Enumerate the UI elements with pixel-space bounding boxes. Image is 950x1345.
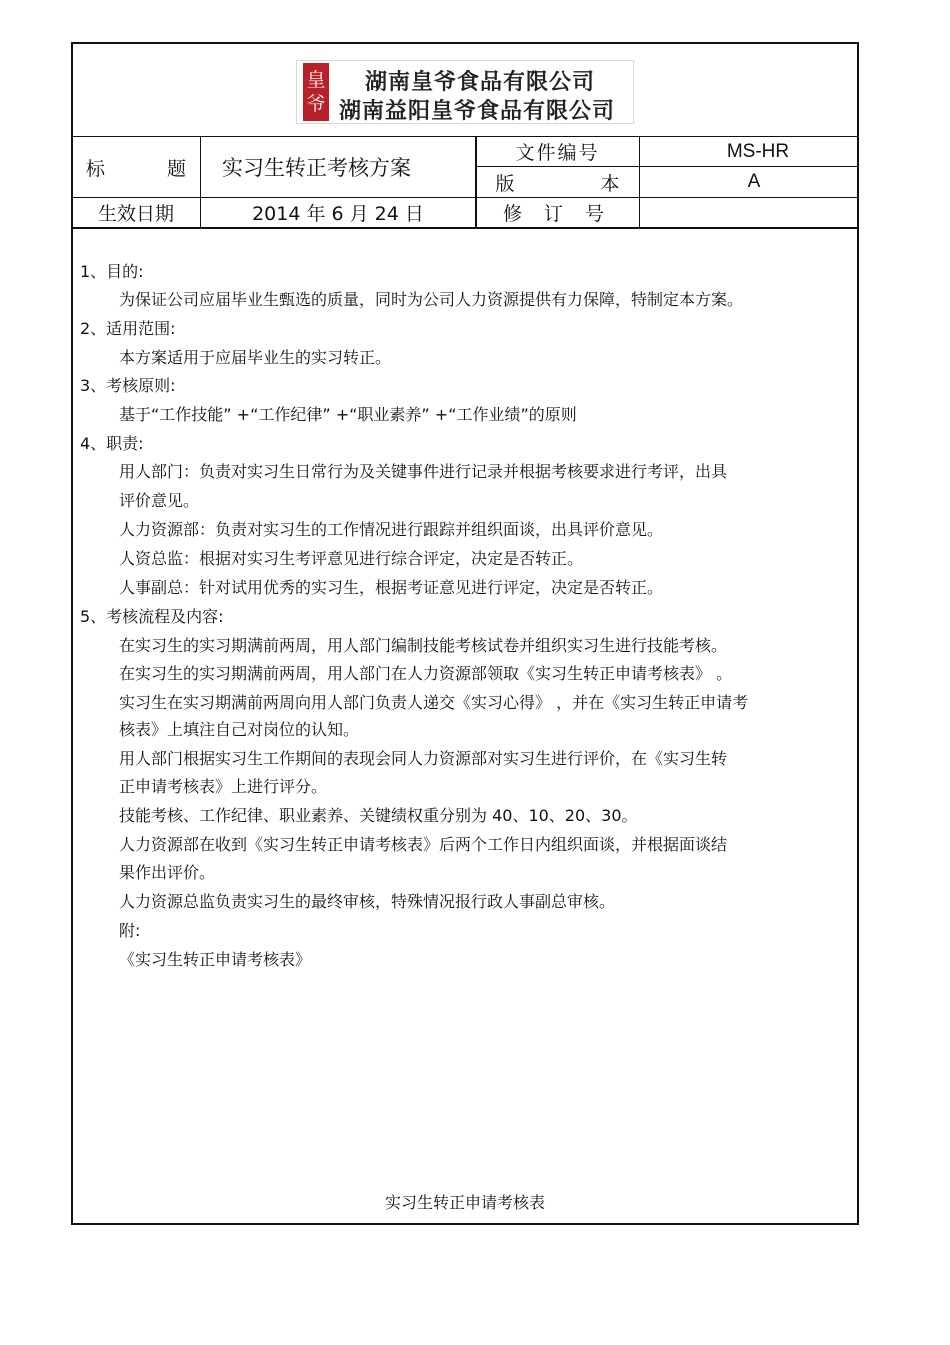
section-4-line: 人力资源部：负责对实习生的工作情况进行跟踪并组织面谈，出具评价意见。	[119, 520, 664, 539]
logo-seal	[303, 63, 329, 121]
revision-label: 修 订 号	[502, 203, 613, 225]
section-4-line: 人资总监：根据对实习生考评意见进行综合评定，决定是否转正。	[119, 549, 584, 568]
section-5-heading: 5、考核流程及内容:	[80, 607, 224, 626]
logo-seal-char-2: 爷	[306, 93, 326, 115]
section-5-line: 在实习生的实习期满前两周，用人部门在人力资源部领取《实习生转正申请考核表》 。	[119, 664, 733, 683]
section-1-heading: 1、目的:	[80, 262, 144, 281]
attachment-reference: 《实习生转正申请考核表》	[119, 950, 312, 969]
section-2-text: 本方案适用于应届毕业生的实习转正。	[119, 348, 392, 367]
section-5-line: 正申请考核表》上进行评分。	[119, 777, 328, 796]
section-4-line: 人事副总：针对试用优秀的实习生，根据考证意见进行评定，决定是否转正。	[119, 578, 664, 597]
doc-no-label: 文件编号	[515, 142, 600, 164]
table-line	[72, 227, 858, 229]
section-5-line: 附:	[119, 921, 141, 940]
section-5-line: 果作出评价。	[119, 863, 216, 882]
logo-seal-char-1: 皇	[306, 69, 326, 91]
section-5-line: 在实习生的实习期满前两周，用人部门编制技能考核试卷并组织实习生进行技能考核。	[119, 636, 728, 655]
section-1-text: 为保证公司应届毕业生甄选的质量，同时为公司人力资源提供有力保障，特制定本方案。	[119, 290, 744, 309]
company-name-1: 湖南皇爷食品有限公司	[365, 70, 596, 95]
section-4-heading: 4、职责:	[80, 434, 144, 453]
section-5-line: 技能考核、工作纪律、职业素养、关键绩权重分别为 40、10、20、30。	[119, 806, 638, 825]
revision-value	[640, 198, 858, 227]
effective-date-value: 2014 年 6 月 24 日	[252, 203, 424, 225]
section-2-heading: 2、适用范围:	[80, 319, 176, 338]
section-3-text: 基于“工作技能” +“工作纪律” +“职业素养” +“工作业绩”的原则	[119, 405, 577, 424]
section-5-line: 核表》上填注自己对岗位的认知。	[119, 720, 360, 739]
section-5-line: 人力资源总监负责实习生的最终审核，特殊情况报行政人事副总审核。	[119, 892, 616, 911]
title-value: 实习生转正考核方案	[222, 156, 411, 180]
doc-no-value: MS-HR	[726, 140, 790, 162]
version-value: A	[747, 171, 761, 192]
section-3-heading: 3、考核原则:	[80, 376, 176, 395]
company-name-2: 湖南益阳皇爷食品有限公司	[339, 99, 616, 124]
effective-date-label: 生效日期	[97, 203, 174, 225]
section-5-line: 实习生在实习期满前两周向用人部门负责人递交《实习心得》 ，并在《实习生转正申请考	[119, 693, 749, 712]
version-label: 版 本	[495, 172, 660, 195]
section-5-line: 用人部门根据实习生工作期间的表现会同人力资源部对实习生进行评价，在《实习生转	[119, 749, 728, 768]
title-label: 标 题	[85, 157, 215, 180]
company-logo	[296, 60, 634, 124]
footer-title: 实习生转正申请考核表	[384, 1193, 545, 1212]
section-5-line: 人力资源部在收到《实习生转正申请考核表》后两个工作日内组织面谈，并根据面谈结	[119, 835, 728, 854]
section-4-line: 评价意见。	[119, 491, 200, 510]
section-4-line: 用人部门：负责对实习生日常行为及关键事件进行记录并根据考核要求进行考评，出具	[119, 462, 728, 481]
